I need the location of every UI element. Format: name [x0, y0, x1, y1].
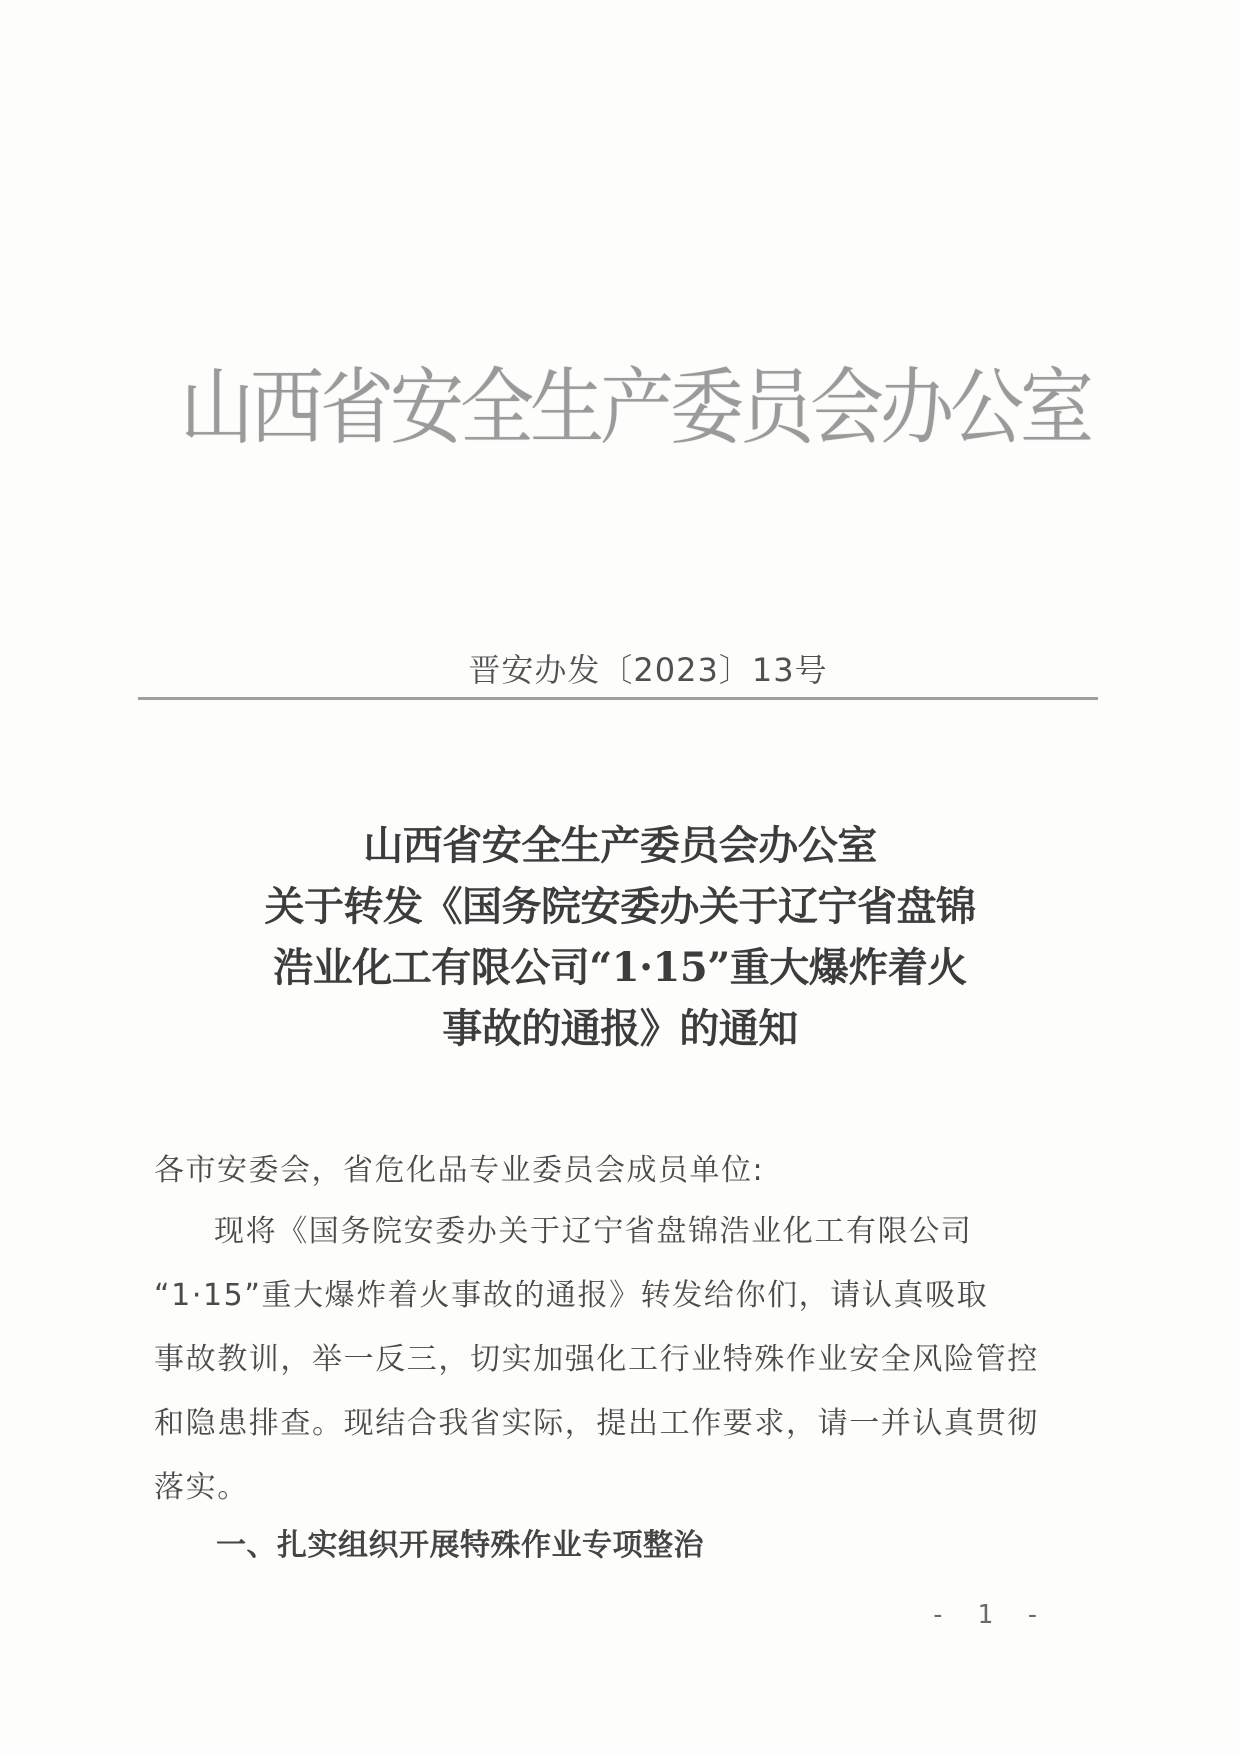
title-line: 浩业化工有限公司“1·15”重大爆炸着火	[273, 944, 967, 991]
masthead-issuer: 山西省安全生产委员会办公室	[180, 359, 1090, 457]
section-heading: 一、扎实组织开展特殊作业专项整治	[216, 1528, 704, 1563]
paragraph-line: 和隐患排查。现结合我省实际，提出工作要求，请一并认真贯彻	[154, 1406, 1039, 1441]
paragraph-line: “1·15”重大爆炸着火事故的通报》转发给你们，请认真吸取	[154, 1278, 989, 1313]
paragraph-line: 落实。	[154, 1470, 249, 1505]
paragraph-line: 事故教训，举一反三，切实加强化工行业特殊作业安全风险管控	[154, 1342, 1039, 1377]
document-number: 晋安办发〔2023〕13号	[468, 651, 828, 689]
body-paragraph	[154, 1200, 1074, 1520]
title-line: 山西省安全生产委员会办公室	[363, 822, 877, 869]
salutation: 各市安委会，省危化品专业委员会成员单位:	[154, 1153, 765, 1188]
header-divider	[138, 697, 1098, 700]
title-line: 事故的通报》的通知	[442, 1005, 798, 1052]
page-number: - 1 -	[930, 1600, 1049, 1630]
title-line: 关于转发《国务院安委办关于辽宁省盘锦	[264, 883, 976, 930]
document-title	[170, 815, 1070, 1059]
paragraph-line: 现将《国务院安委办关于辽宁省盘锦浩业化工有限公司	[214, 1214, 973, 1249]
